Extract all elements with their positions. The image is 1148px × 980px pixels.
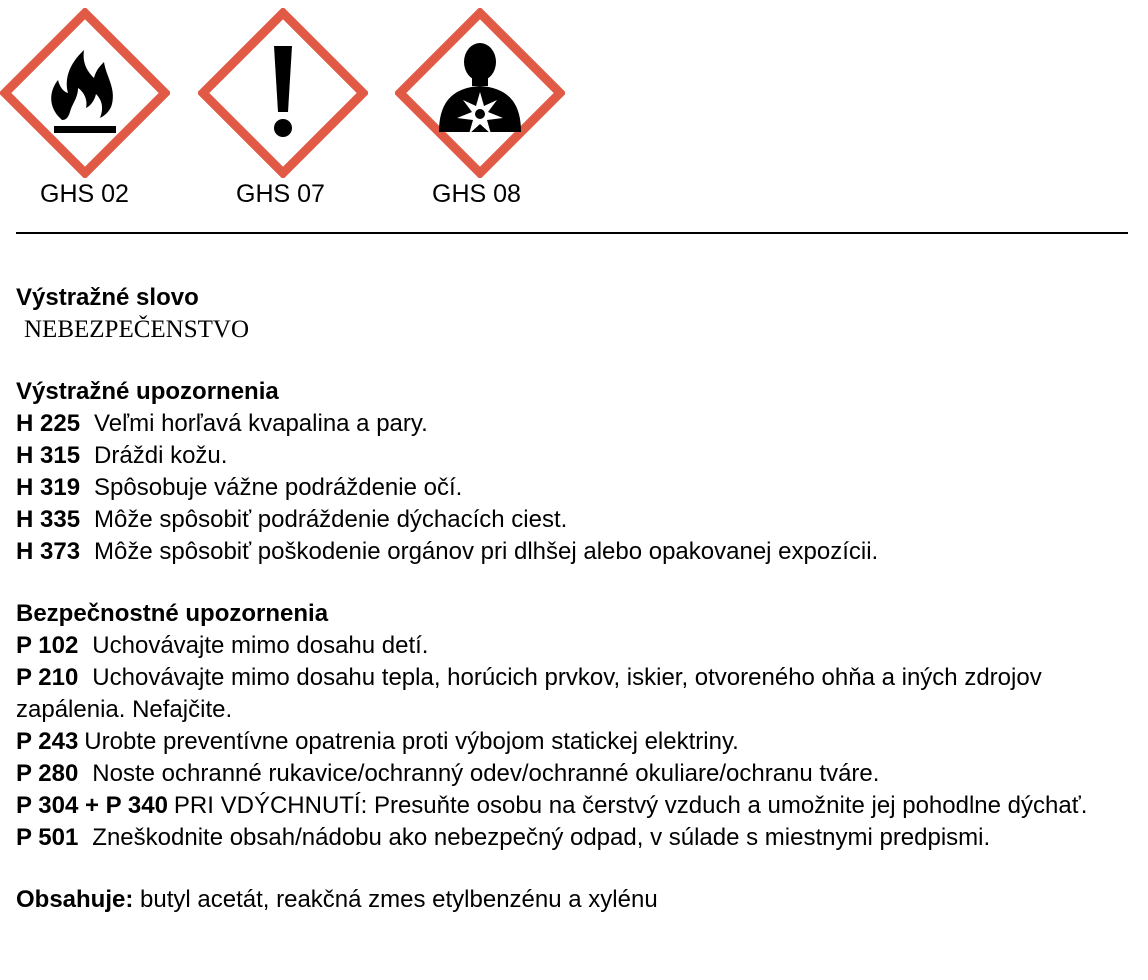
ghs02-label: GHS 02: [40, 180, 129, 208]
hazard-code: H 319: [16, 474, 81, 501]
hazard-text: Môže spôsobiť poškodenie orgánov pri dlhšej alebo opakovanej expozícii.: [94, 538, 879, 565]
hazard-statement: [16, 536, 1136, 568]
precautionary-statements-heading: Bezpečnostné upozornenia: [16, 600, 329, 627]
pictogram-row: [0, 0, 1148, 220]
precautionary-statement: [16, 822, 1136, 854]
contains-line: [16, 884, 1136, 916]
precautionary-text: Uchovávajte mimo dosahu detí.: [92, 632, 429, 659]
hazard-text: Dráždi kožu.: [94, 442, 228, 469]
hazard-code: H 315: [16, 442, 81, 469]
hazard-text: Spôsobuje vážne podráždenie očí.: [94, 474, 463, 501]
hazard-code: H 225: [16, 410, 81, 437]
ghs08-pictogram: [395, 8, 565, 178]
precautionary-statement: [16, 790, 1136, 822]
exclamation-mark-icon: [198, 8, 368, 178]
precautionary-code: P 243: [16, 728, 79, 755]
precautionary-text: Zneškodnite obsah/nádobu ako nebezpečný odpad, v súlade s miestnymi predpismi.: [92, 824, 991, 851]
hazard-statement: [16, 472, 1136, 504]
precautionary-text: Noste ochranné rukavice/ochranný odev/ochranné okuliare/ochranu tváre.: [92, 760, 880, 787]
contains-label: Obsahuje:: [16, 886, 134, 913]
contains-text: butyl acetát, reakčná zmes etylbenzénu a xylénu: [140, 886, 658, 913]
signal-word-heading: Výstražné slovo: [16, 284, 199, 311]
precautionary-statement: [16, 758, 1136, 790]
signal-word-value: NEBEZPEČENSTVO: [24, 316, 249, 343]
ghs02-pictogram: [0, 8, 170, 178]
label-content: [16, 282, 1136, 916]
hazard-text: Veľmi horľavá kvapalina a pary.: [94, 410, 428, 437]
precautionary-statement: [16, 630, 1136, 662]
hazard-text: Môže spôsobiť podráždenie dýchacích ciest.: [94, 506, 568, 533]
ghs08-label: GHS 08: [432, 180, 521, 208]
health-hazard-icon: [395, 8, 565, 178]
precautionary-code: P 304 + P 340: [16, 792, 168, 819]
flame-icon: [0, 8, 170, 178]
precautionary-code: P 210: [16, 664, 79, 691]
precautionary-text: Urobte preventívne opatrenia proti výbojom statickej elektriny.: [84, 728, 739, 755]
hazard-statement: [16, 440, 1136, 472]
ghs07-label: GHS 07: [236, 180, 325, 208]
precautionary-text: PRI VDÝCHNUTÍ: Presuňte osobu na čerstvý vzduch a umožnite jej pohodlne dýchať.: [173, 792, 1088, 819]
precautionary-code: P 102: [16, 632, 79, 659]
hazard-statements-heading: Výstražné upozornenia: [16, 378, 279, 405]
precautionary-statement: [16, 726, 1136, 758]
precautionary-text: Uchovávajte mimo dosahu tepla, horúcich prvkov, iskier, otvoreného ohňa a iných zdrojov zapálenia. Nefajčite.: [16, 664, 1042, 723]
divider-line: [16, 232, 1128, 234]
precautionary-statement: [16, 662, 1136, 726]
ghs07-pictogram: [198, 8, 368, 178]
hazard-code: H 373: [16, 538, 81, 565]
hazard-code: H 335: [16, 506, 81, 533]
hazard-statement: [16, 504, 1136, 536]
hazard-statement: [16, 408, 1136, 440]
precautionary-code: P 280: [16, 760, 79, 787]
precautionary-code: P 501: [16, 824, 79, 851]
